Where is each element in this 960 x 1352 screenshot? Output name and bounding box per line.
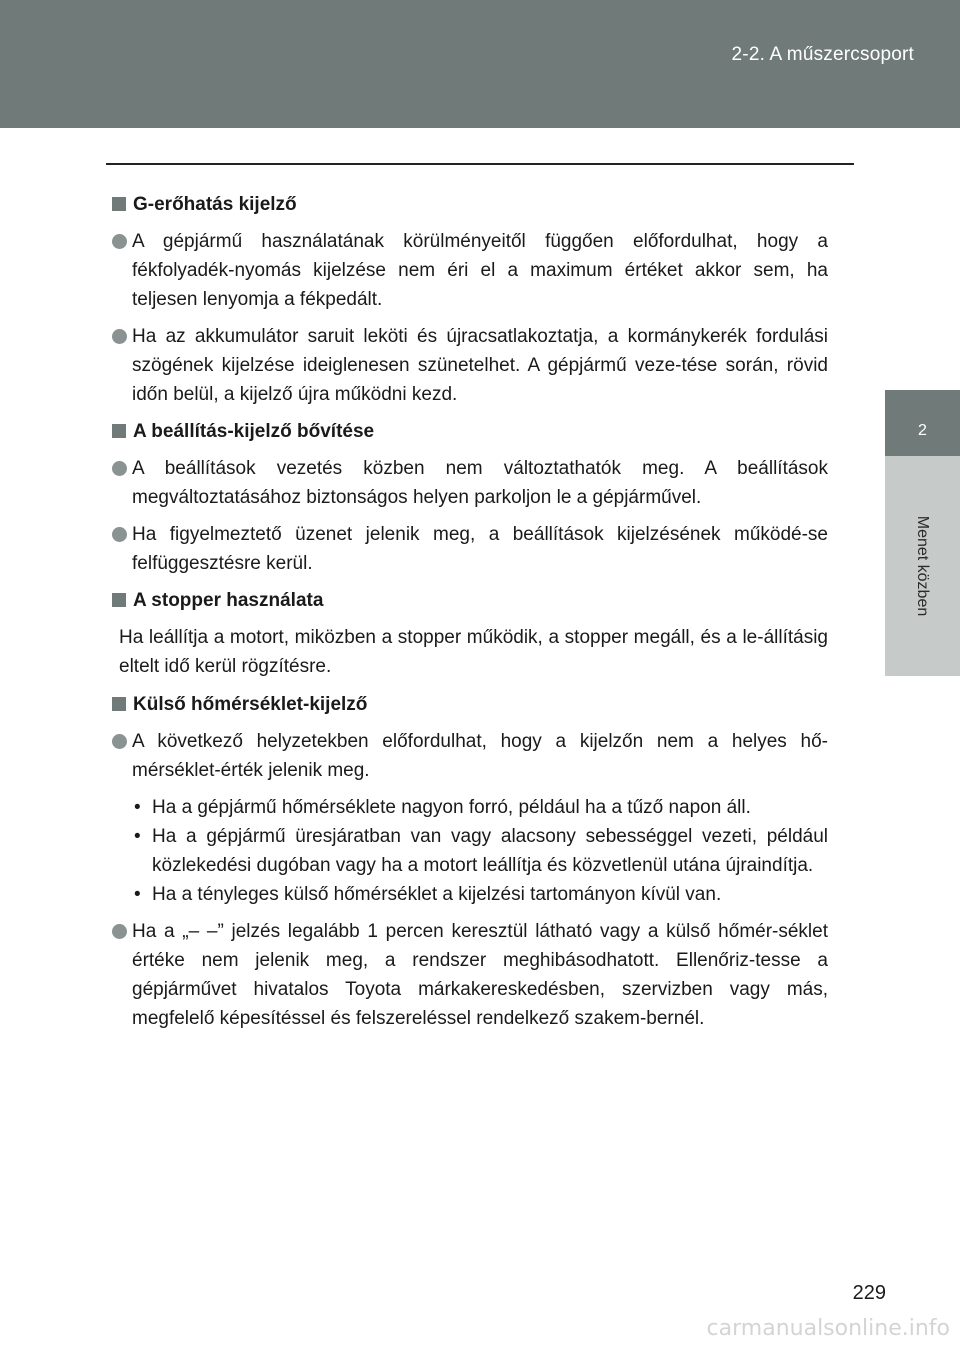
round-bullet-icon [112,924,127,939]
small-bullet-icon: • [134,826,141,847]
sub-list-item-text: Ha a gépjármű hőmérséklete nagyon forró, például ha a tűző napon áll. [152,797,751,818]
chapter-title: 2-2. A műszercsoport [731,44,914,65]
sub-list [112,793,828,909]
section-heading-text: G-erőhatás kijelző [133,194,297,215]
section-heading [112,417,828,446]
chapter-tab-number: 2 [918,422,927,439]
list-item [112,727,828,785]
round-bullet-icon [112,734,127,749]
chapter-tab-label: Menet közben [914,515,931,617]
list-item [112,520,828,578]
small-bullet-icon: • [134,797,141,818]
section-heading [112,190,828,219]
watermark: carmanualsonline.info [706,1316,950,1341]
section-heading-text: Külső hőmérséklet-kijelző [133,694,368,715]
round-bullet-icon [112,329,127,344]
small-bullet-icon: • [134,884,141,905]
list-item [112,917,828,1033]
section-heading-text: A stopper használata [133,590,324,611]
section-paragraph: Ha leállítja a motort, miközben a stopper működik, a stopper megáll, és a le-állításig eltelt idő kerül rögzítésre. [119,627,828,677]
list-item [112,227,828,314]
section-heading-text: A beállítás-kijelző bővítése [133,421,375,442]
top-divider [106,163,854,165]
list-item-text: Ha a „– –” jelzés legalább 1 percen keresztül látható vagy a külső hőmér-séklet értéke nem jelenik meg, a rendszer meghibásodhatott. Ellenőriz-tesse a gépjárművet hivatalos Toyota márkakereskedésben, szervizben vagy más, megfelelő képesítéssel és felszereléssel rendelkező szakem-bernél. [132,921,828,1029]
sub-list-item [112,793,828,822]
list-item [112,454,828,512]
sub-list-item [112,880,828,909]
list-item [112,322,828,409]
sub-list-item-text: Ha a gépjármű üresjáratban van vagy alacsony sebességgel vezeti, például közlekedési dugóban vagy ha a motort leállítja és közvetlenül utána újraindítja. [152,826,828,876]
list-item-text: A következő helyzetekben előfordulhat, hogy a kijelzőn nem a helyes hő-mérséklet-érték jelenik meg. [132,731,828,781]
round-bullet-icon [112,234,127,249]
page-number: 229 [852,1282,886,1304]
square-bullet-icon [112,197,126,211]
square-bullet-icon [112,697,126,711]
square-bullet-icon [112,424,126,438]
round-bullet-icon [112,461,127,476]
section-heading [112,586,828,615]
list-item-text: A gépjármű használatának körülményeitől függően előfordulhat, hogy a fékfolyadék-nyomás kijelzése nem éri el a maximum értéket akkor sem, ha teljesen lenyomja a fékpedált. [132,231,828,310]
sub-list-item [112,822,828,880]
list-item-text: Ha az akkumulátor saruit leköti és újracsatlakoztatja, a kormánykerék fordulási szögének kijelzése ideiglenesen szünetelhet. A gépjármű veze-tése során, rövid időn belül, a kijelző újra működni kezd. [132,326,828,405]
sub-list-item-text: Ha a tényleges külső hőmérséklet a kijelzési tartományon kívül van. [152,884,722,905]
page-content [112,190,828,1041]
round-bullet-icon [112,527,127,542]
list-item-text: A beállítások vezetés közben nem változtathatók meg. A beállítások megváltoztatásához biztonságos helyen parkoljon le a gépjárművel. [132,458,828,508]
section-heading [112,690,828,719]
square-bullet-icon [112,593,126,607]
list-item-text: Ha figyelmeztető üzenet jelenik meg, a beállítások kijelzésének működé-se felfüggesztésre kerül. [132,524,828,574]
